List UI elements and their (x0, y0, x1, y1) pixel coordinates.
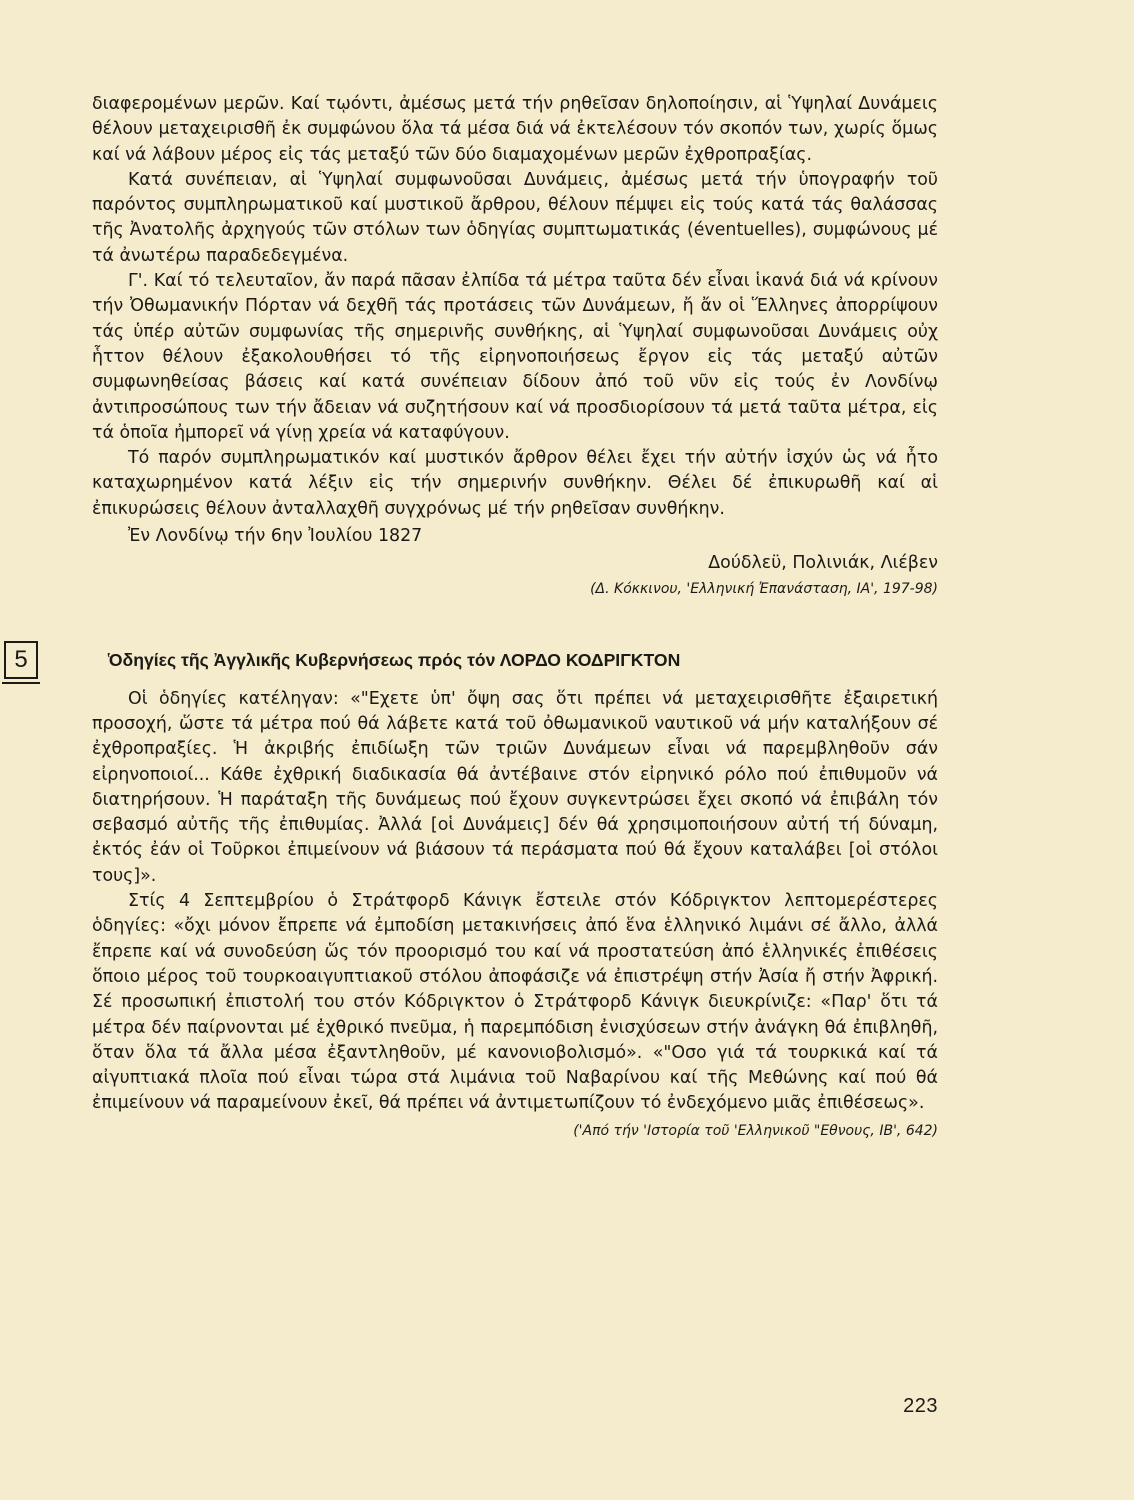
text-column (14, 92, 938, 1141)
paragraph: Γ'. Καί τό τελευταῖον, ἄν παρά πᾶσαν ἐλπίδα τά μέτρα ταῦτα δέν εἶναι ἱκανά διά νά κρίνουν τήν Ὀθωμανικήν Πόρταν νά δεχθῆ τάς προτάσεις τῶν Δυνάμεων, ἤ ἄν οἱ Ἕλληνες ἀπορρίψουν τάς ὑπέρ αὐτῶν συμφωνίας τῆς σημερινῆς συνθήκης, αἱ Ὑψηλαί συμφωνοῦσαι Δυνάμεις οὐχ ἧττον θέλουν ἐξακολουθήσει τό τῆς εἰρηνοποιήσεως ἔργον εἰς τάς μεταξύ αὐτῶν συμφωνηθείσας βάσεις καί κατά συνέπειαν δίδουν ἀπό τοῦ νῦν εἰς τούς ἐν Λονδίνῳ ἀντιπροσώπους των τήν ἄδειαν νά συζητήσουν καί νά προσδιορίσουν τά μετά ταῦτα μέτρα, εἰς τά ὁποῖα ἠμπορεῖ νά γίνῃ χρεία νά καταφύγουν. (92, 271, 938, 443)
date-line: Ἐν Λονδίνῳ τήν 6ην Ἰουλίου 1827 (128, 526, 423, 547)
section-header (14, 645, 938, 673)
section-title: Ὁδηγίες τῆς Ἀγγλικῆς Κυβερνήσεως πρός τόν ΛΟΡΔΟ ΚΟΔΡΙΓΚΤΟΝ (108, 649, 681, 670)
paragraph: Τό παρόν συμπληρωματικόν καί μυστικόν ἄρθρον θέλει ἔχει τήν αὐτήν ἰσχύν ὡς νά ἦτο καταχωρημένον κατά λέξιν εἰς τήν σημερινήν συνθήκην. Θέλει δέ ἐπικυρωθῆ καί αἱ ἐπικυρώσεις θέλουν ἀνταλλαχθῆ συγχρόνως μέ τήν ρηθεῖσαν συνθήκην. (92, 448, 938, 519)
paragraph: Οἱ ὁδηγίες κατέληγαν: «"Εχετε ὑπ' ὄψη σας ὅτι πρέπει νά μεταχειρισθῆτε ἐξαιρετική προσοχή, ὥστε τά μέτρα πού θά λάβετε κατά τοῦ ὀθωμανικοῦ ναυτικοῦ νά μήν καταλήξουν σέ ἐχθροπραξίες. Ἡ ἀκριβής ἐπιδίωξη τῶν τριῶν Δυνάμεων εἶναι νά παρεμβληθοῦν σάν εἰρηνοποιοί... Κάθε ἐχθρική διαδικασία θά ἀντέβαινε στόν εἰρηνικό ρόλο πού ἐπιθυμοῦν νά διατηρήσουν. Ἡ παράταξη τῆς δυνάμεως πού ἔχουν συγκεντρώσει ἔχει σκοπό νά ἐπιβάλη τόν σεβασμό αὐτῆς τῆς ἐπιθυμίας. Ἀλλά [οἱ Δυνάμεις] δέν θά χρησιμοποιήσουν αὐτή τή δύναμη, ἐκτός ἐάν οἱ Τοῦρκοι ἐπιμείνουν νά βιάσουν τά περάσματα πού θά ἔχουν καταλάβει [οἱ στόλοι τους]». (92, 688, 938, 886)
section-number-badge: 5 (4, 641, 38, 679)
source-citation: ('Από τήν 'Ιστορία τοῦ 'Ελληνικοῦ "Εθνους, ΙΒ', 642) (573, 1122, 938, 1139)
page-number: 223 (903, 1395, 938, 1417)
paragraph: Στίς 4 Σεπτεμβρίου ὁ Στράτφορδ Κάνιγκ ἔστειλε στόν Κόδριγκτον λεπτομερέστερες ὁδηγίες: «ὄχι μόνον ἔπρεπε νά ἐμποδίση μετακινήσεις ἀπό ἕνα ἑλληνικό λιμάνι σέ ἄλλο, ἀλλά ἔπρεπε καί νά συνοδεύση ὥς τόν προορισμό του καί νά προστατεύση ἀπό ἑλληνικές ἐπιθέσεις ὅποιο μέρος τοῦ τουρκοαιγυπτιακοῦ στόλου ἀποφάσιζε νά ἐπιστρέψη στήν Ἀσία ἤ στήν Ἀφρική. Σέ προσωπική ἐπιστολή του στόν Κόδριγκτον ὁ Στράτφορδ Κάνιγκ διευκρίνιζε: «Παρ' ὅτι τά μέτρα δέν παίρνονται μέ ἐχθρικό πνεῦμα, ἡ παρεμπόδιση ἐνισχύσεων στήν ἀνάγκη θά ἐπιβληθῆ, ὅταν ὅλα τά ἄλλα μέσα ἐξαντληθοῦν, μέ κανονιοβολισμό». «"Οσο γιά τά τουρκικά καί τά αἰγυπτιακά πλοῖα πού εἶναι τώρα στά λιμάνια τοῦ Ναβαρίνου καί τῆς Μεθώνης καί πού θά ἐπιμείνουν νά παραμείνουν ἐκεῖ, θά πρέπει νά ἀντιμετωπίζουν τό ἐνδεχόμενο μιᾶς ἐπιθέσεως». (92, 891, 938, 1114)
signatories: Δούδλεϋ, Πολινιάκ, Λιέβεν (708, 553, 938, 574)
paragraph-continuation: διαφερομένων μερῶν. Καί τῳόντι, ἀμέσως μετά τήν ρηθεῖσαν δηλοποίησιν, αἱ Ὑψηλαί Δυνάμεις θέλουν μεταχειρισθῆ ἐκ συμφώνου ὅλα τά μέσα διά νά ἐκτελέσουν τόν σκοπόν των, χωρίς ὅμως καί νά λάβουν μέρος εἰς τάς μεταξύ τῶν δύο διαμαχομένων μερῶν ἐχθροπραξίας. (92, 94, 938, 165)
source-citation: (Δ. Κόκκινου, 'Ελληνική Ἐπανάσταση, ΙΑ', 197-98) (590, 580, 938, 597)
paragraph: Κατά συνέπειαν, αἱ Ὑψηλαί συμφωνοῦσαι Δυνάμεις, ἀμέσως μετά τήν ὑπογραφήν τοῦ παρόντος συμπληρωματικοῦ καί μυστικοῦ ἄρθρου, θέλουν πέμψει εἰς τούς κατά τάς θαλάσσας τῆς Ἀνατολῆς ἀρχηγούς τῶν στόλων των ὁδηγίας συμπτωματικάς (éventuelles), συμφώνους μέ τά ἀνωτέρω παραδεδεγμένα. (92, 169, 938, 266)
